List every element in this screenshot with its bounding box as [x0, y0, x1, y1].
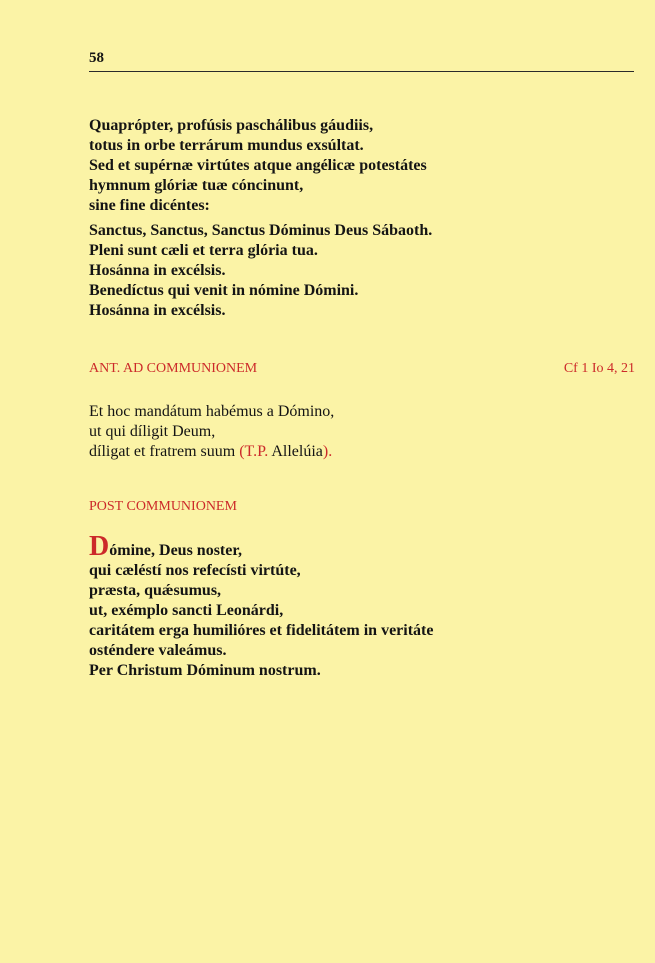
preface-block	[89, 116, 427, 216]
paschal-time-close: ).	[322, 443, 333, 460]
page-number: 58	[89, 50, 104, 66]
antiphon-text: díligat et fratrem suum	[89, 443, 236, 460]
preface-line: sine fine dicéntes:	[89, 197, 210, 214]
antiphon-line	[89, 442, 334, 462]
post-communion-heading: POST COMMUNIONEM	[89, 499, 237, 514]
post-communion-text	[89, 531, 434, 681]
prayer-line: qui cæléstí nos refecísti virtúte,	[89, 562, 301, 579]
prayer-line: caritátem erga humilióres et fidelitátem in veritáte	[89, 622, 434, 639]
paschal-time-marker: (T.P.	[239, 443, 269, 460]
preface-line: totus in orbe terrárum mundus exsúltat.	[89, 137, 364, 154]
prayer-line: præsta, quǽsumus,	[89, 582, 222, 599]
preface-line: Sed et supérnæ virtútes atque angélicæ potestátes	[89, 157, 427, 174]
sanctus-line: Sanctus, Sanctus, Sanctus Dóminus Deus Sábaoth.	[89, 222, 433, 239]
prayer-line: osténdere valeámus.	[89, 642, 227, 659]
alleluia: Allelúia	[271, 443, 323, 460]
sanctus-line: Benedíctus qui venit in nómine Dómini.	[89, 282, 359, 299]
sanctus-line: Hosánna in excélsis.	[89, 262, 226, 279]
antiphon-line: ut qui díligit Deum,	[89, 423, 216, 440]
communion-antiphon-heading: ANT. AD COMMUNIONEM	[89, 361, 258, 376]
preface-line: Quaprópter, profúsis paschálibus gáudiis,	[89, 117, 374, 134]
sanctus-block	[89, 221, 432, 321]
preface-line: hymnum glóriæ tuæ cóncinunt,	[89, 177, 304, 194]
scripture-reference: Cf 1 Io 4, 21	[563, 361, 635, 376]
header-rule	[89, 71, 634, 72]
prayer-first-line-text: ómine, Deus noster,	[109, 542, 242, 559]
communion-antiphon-text	[89, 402, 334, 462]
sanctus-line: Hosánna in excélsis.	[89, 302, 226, 319]
prayer-line: ut, exémplo sancti Leonárdi,	[89, 602, 284, 619]
antiphon-line: Et hoc mandátum habémus a Dómino,	[89, 403, 335, 420]
sanctus-line: Pleni sunt cæli et terra glória tua.	[89, 242, 318, 259]
prayer-first-line	[89, 531, 433, 562]
prayer-line: Per Christum Dóminum nostrum.	[89, 662, 321, 679]
drop-cap-initial: D	[89, 531, 110, 562]
